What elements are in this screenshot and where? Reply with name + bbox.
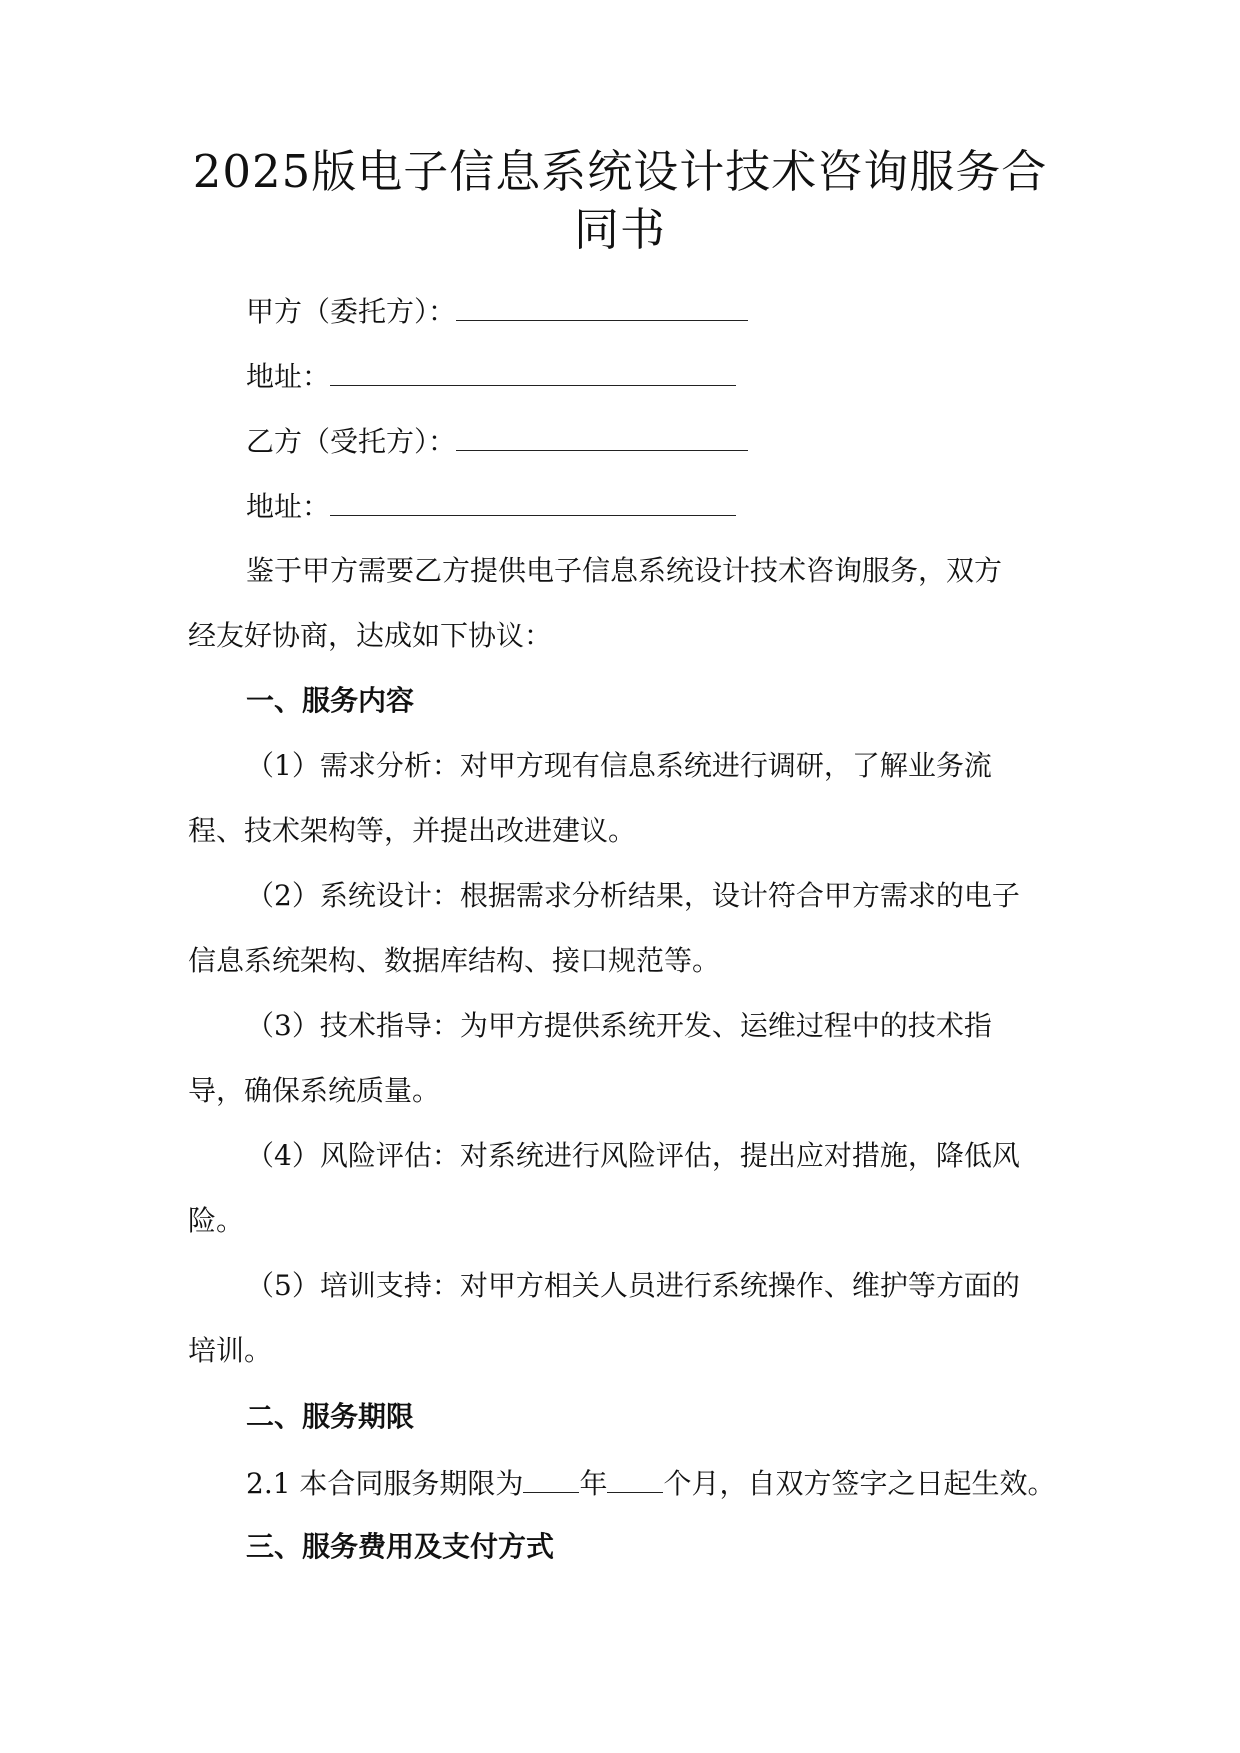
party-a-address-row bbox=[246, 355, 1116, 397]
item-1-line-2: 程、技术架构等，并提出改进建议。 bbox=[188, 814, 637, 847]
party-b-address-blank bbox=[330, 485, 736, 516]
item-1-line-1: （1）需求分析：对甲方现有信息系统进行调研，了解业务流 bbox=[246, 749, 992, 782]
months-blank bbox=[607, 1462, 663, 1493]
party-a-blank bbox=[456, 290, 748, 321]
clause-2-1-year: 年 bbox=[579, 1467, 608, 1500]
item-5-line-2: 培训。 bbox=[188, 1334, 273, 1367]
party-a-row bbox=[246, 290, 1116, 332]
document-title-line-2: 同书 bbox=[573, 203, 666, 256]
party-a-address-blank bbox=[330, 355, 736, 386]
preamble-line-1: 鉴于甲方需要乙方提供电子信息系统设计技术咨询服务，双方 bbox=[246, 554, 1003, 587]
item-4-line-2: 险。 bbox=[188, 1204, 245, 1237]
party-b-address-label: 地址： bbox=[246, 490, 331, 523]
party-a-label: 甲方（委托方）： bbox=[246, 295, 457, 328]
party-b-address-row bbox=[246, 485, 1116, 527]
clause-2-1-suffix: 个月，自双方签字之日起生效。 bbox=[663, 1467, 1056, 1500]
item-3-line-2: 导，确保系统质量。 bbox=[188, 1074, 441, 1107]
party-b-blank bbox=[456, 420, 748, 451]
section-3-heading: 三、服务费用及支付方式 bbox=[246, 1530, 555, 1563]
clause-2-1 bbox=[246, 1462, 1116, 1504]
party-a-address-label: 地址： bbox=[246, 360, 331, 393]
party-b-label: 乙方（受托方）： bbox=[246, 425, 457, 458]
preamble-line-2: 经友好协商，达成如下协议： bbox=[188, 619, 553, 652]
item-2-line-2: 信息系统架构、数据库结构、接口规范等。 bbox=[188, 944, 721, 977]
item-4-line-1: （4）风险评估：对系统进行风险评估，提出应对措施，降低风 bbox=[246, 1139, 1020, 1172]
section-1-heading: 一、服务内容 bbox=[246, 684, 415, 717]
party-b-row bbox=[246, 420, 1116, 462]
item-5-line-1: （5）培训支持：对甲方相关人员进行系统操作、维护等方面的 bbox=[246, 1269, 1020, 1302]
item-3-line-1: （3）技术指导：为甲方提供系统开发、运维过程中的技术指 bbox=[246, 1009, 992, 1042]
item-2-line-1: （2）系统设计：根据需求分析结果，设计符合甲方需求的电子 bbox=[246, 879, 1020, 912]
years-blank bbox=[523, 1462, 579, 1493]
section-2-heading: 二、服务期限 bbox=[246, 1400, 415, 1433]
document-title-line-1: 2025版电子信息系统设计技术咨询服务合 bbox=[192, 145, 1048, 198]
clause-2-1-prefix: 2.1 本合同服务期限为 bbox=[246, 1467, 524, 1500]
